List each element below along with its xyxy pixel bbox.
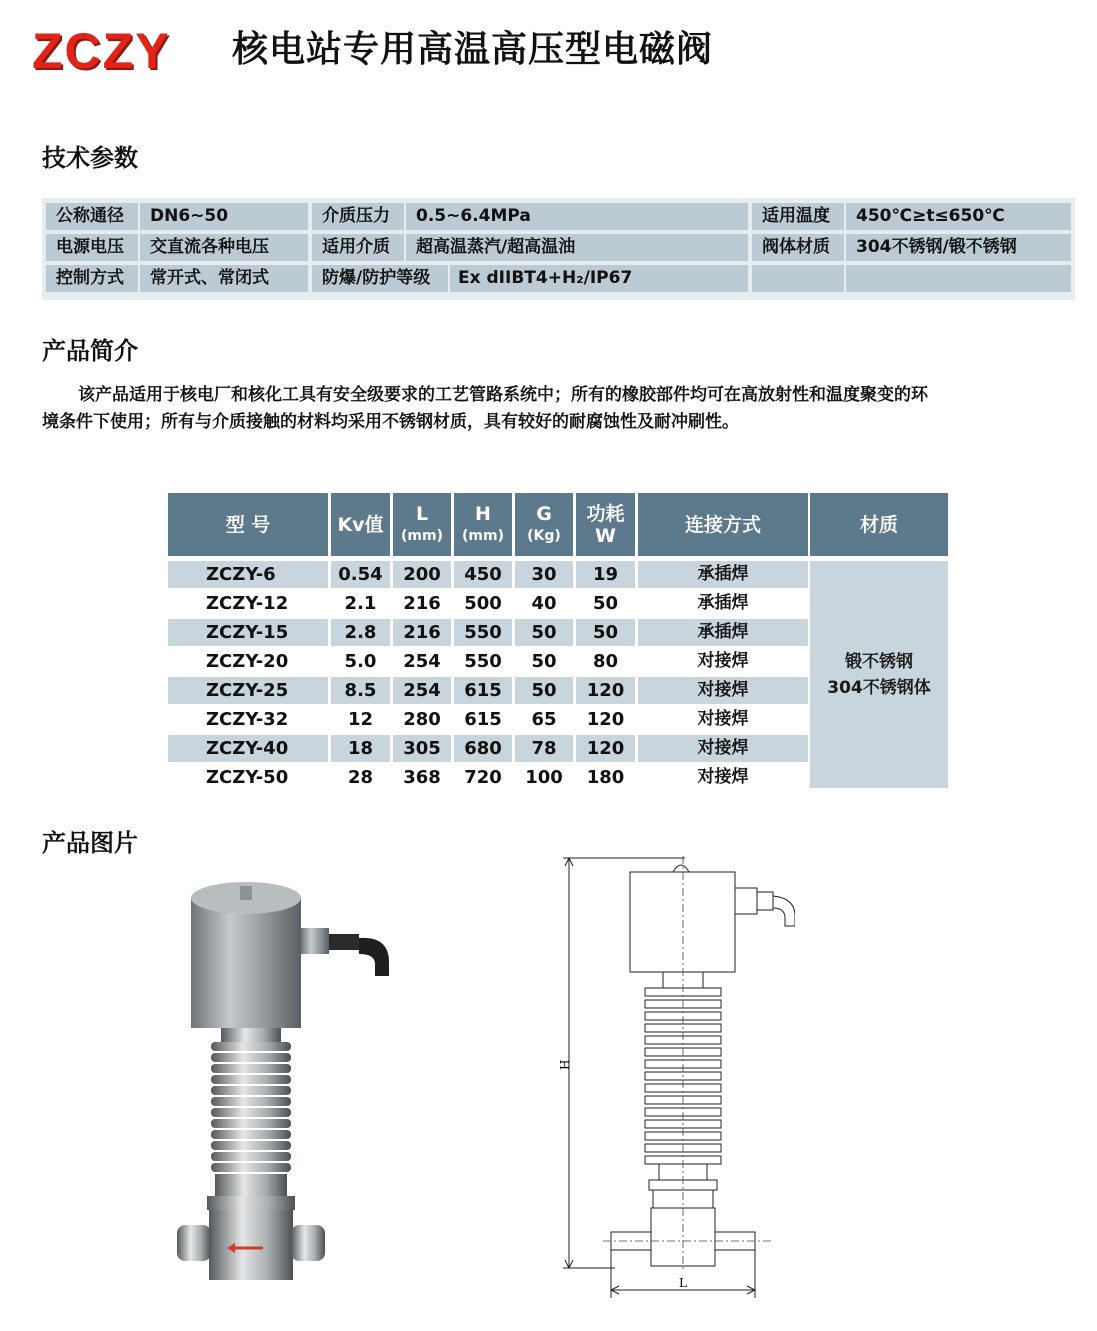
table-cell: 450 xyxy=(454,561,512,588)
table-cell: 368 xyxy=(403,767,441,788)
material-line-1: 锻不锈钢 xyxy=(845,651,913,672)
product-photo xyxy=(165,880,425,1300)
header-kv xyxy=(331,493,390,556)
spec-label: 防爆/防护等级 xyxy=(312,265,448,292)
header-power-label: 功耗 xyxy=(586,502,625,525)
spec-value: 450℃≥t≤650℃ xyxy=(846,203,1071,230)
header-kv-label: Kv值 xyxy=(337,513,384,536)
table-cell: ZCZY-25 xyxy=(168,677,328,704)
table-cell: 615 xyxy=(454,677,512,704)
spec-value: 交直流各种电压 xyxy=(140,234,308,261)
table-cell: 254 xyxy=(403,651,441,672)
l-dimension-label: L xyxy=(679,1276,687,1290)
table-row xyxy=(168,706,808,733)
brand-logo: ZCZY xyxy=(32,23,171,79)
table-cell: ZCZY-12 xyxy=(206,593,289,614)
table-cell: 254 xyxy=(393,677,451,704)
table-cell: 78 xyxy=(515,735,573,762)
table-cell: 180 xyxy=(586,767,625,788)
table-cell: 2.8 xyxy=(331,619,390,646)
header-h xyxy=(454,493,512,556)
table-cell: 18 xyxy=(331,735,390,762)
table-cell: 2.1 xyxy=(344,593,377,614)
header-g-label: G xyxy=(536,502,552,525)
header-material xyxy=(810,493,948,556)
table-cell: 对接焊 xyxy=(697,651,749,671)
table-cell: ZCZY-50 xyxy=(206,767,289,788)
table-cell: 50 xyxy=(531,651,557,672)
intro-paragraph xyxy=(42,382,1077,436)
table-cell: ZCZY-20 xyxy=(206,651,289,672)
table-cell: 19 xyxy=(576,561,635,588)
table-cell: 80 xyxy=(592,651,619,672)
table-cell: 5.0 xyxy=(344,651,377,672)
table-cell: 50 xyxy=(592,593,619,614)
table-cell: 12 xyxy=(347,709,374,730)
table-cell: 8.5 xyxy=(331,677,390,704)
table-row xyxy=(168,590,808,617)
table-cell: 120 xyxy=(576,677,635,704)
table-cell: 216 xyxy=(393,619,451,646)
spec-value: 超高温蒸汽/超高温油 xyxy=(406,234,748,261)
table-cell: ZCZY-6 xyxy=(168,561,328,588)
table-cell: ZCZY-15 xyxy=(168,619,328,646)
header-g-unit: (Kg) xyxy=(527,527,561,544)
table-cell: 280 xyxy=(403,709,441,730)
table-row xyxy=(168,764,808,791)
spec-value: 常开式、常闭式 xyxy=(140,265,308,292)
table-cell: 615 xyxy=(464,709,502,730)
table-cell: 305 xyxy=(393,735,451,762)
section-title-intro: 产品简介 xyxy=(42,337,138,365)
table-row xyxy=(168,735,808,762)
table-cell: 120 xyxy=(586,709,625,730)
table-cell: ZCZY-40 xyxy=(168,735,328,762)
material-line-2: 304不锈钢体 xyxy=(827,677,931,698)
table-cell: 对接焊 xyxy=(638,735,808,762)
header-connection xyxy=(638,493,808,556)
spec-value: 304不锈钢/锻不锈钢 xyxy=(846,234,1071,261)
spec-label: 介质压力 xyxy=(312,203,404,230)
table-cell: 50 xyxy=(576,619,635,646)
table-row xyxy=(168,619,808,646)
spec-value: DN6~50 xyxy=(140,203,308,230)
table-cell: 30 xyxy=(515,561,573,588)
table-cell: 720 xyxy=(464,767,502,788)
header-connection-label: 连接方式 xyxy=(684,513,761,536)
table-cell: 50 xyxy=(515,677,573,704)
table-cell: 承插焊 xyxy=(697,593,749,613)
dimension-drawing xyxy=(555,850,795,1310)
table-cell: 216 xyxy=(403,593,441,614)
spec-label: 公称通径 xyxy=(46,203,138,230)
table-cell: 50 xyxy=(515,619,573,646)
table-cell: 680 xyxy=(454,735,512,762)
section-title-tech-params: 技术参数 xyxy=(42,144,138,172)
table-cell: 承插焊 xyxy=(638,561,808,588)
table-cell: 0.54 xyxy=(331,561,390,588)
intro-line-1: 该产品适用于核电厂和核化工具有安全级要求的工艺管路系统中；所有的橡胶部件均可在高放射性和温度聚变的环 xyxy=(78,385,928,405)
h-dimension-label: H xyxy=(558,1059,572,1070)
header-l-unit: (mm) xyxy=(401,527,443,544)
header-l xyxy=(393,493,451,556)
section-title-pictures: 产品图片 xyxy=(42,829,138,857)
header-g xyxy=(515,493,573,556)
spec-label: 适用介质 xyxy=(312,234,404,261)
table-row xyxy=(168,648,808,675)
header-l-label: L xyxy=(415,502,429,525)
table-cell: 对接焊 xyxy=(638,677,808,704)
header-h-label: H xyxy=(475,502,491,525)
header-power-unit: W xyxy=(595,524,616,547)
table-cell: 对接焊 xyxy=(697,709,749,729)
spec-label: 适用温度 xyxy=(752,203,844,230)
header-model xyxy=(168,493,328,556)
table-cell: 65 xyxy=(531,709,557,730)
spec-label: 阀体材质 xyxy=(752,234,844,261)
table-cell: ZCZY-32 xyxy=(206,709,289,730)
header-model-label: 型 号 xyxy=(225,513,271,536)
spec-value-empty xyxy=(846,265,1071,292)
page-title: 核电站专用高温高压型电磁阀 xyxy=(232,29,714,70)
spec-table xyxy=(42,198,1075,300)
spec-label: 电源电压 xyxy=(46,234,138,261)
material-cell xyxy=(810,561,948,788)
header-power xyxy=(576,493,635,556)
spec-label-empty xyxy=(752,265,844,292)
intro-line-2: 境条件下使用；所有与介质接触的材料均采用不锈钢材质，具有较好的耐腐蚀性及耐冲刷性。 xyxy=(42,412,739,432)
table-cell: 40 xyxy=(531,593,557,614)
table-cell: 100 xyxy=(525,767,563,788)
table-cell: 500 xyxy=(464,593,502,614)
table-cell: 550 xyxy=(464,651,502,672)
table-row xyxy=(168,677,808,704)
spec-value: 0.5~6.4MPa xyxy=(406,203,748,230)
table-cell: 550 xyxy=(454,619,512,646)
header-h-unit: (mm) xyxy=(462,527,504,544)
table-row xyxy=(168,561,808,588)
spec-value: Ex dIIBT4+H₂/IP67 xyxy=(450,265,748,292)
table-cell: 承插焊 xyxy=(638,619,808,646)
spec-label: 控制方式 xyxy=(46,265,138,292)
table-cell: 200 xyxy=(393,561,451,588)
table-cell: 28 xyxy=(347,767,374,788)
table-cell: 对接焊 xyxy=(697,767,749,787)
table-cell: 120 xyxy=(576,735,635,762)
header-material-label: 材质 xyxy=(859,513,898,536)
